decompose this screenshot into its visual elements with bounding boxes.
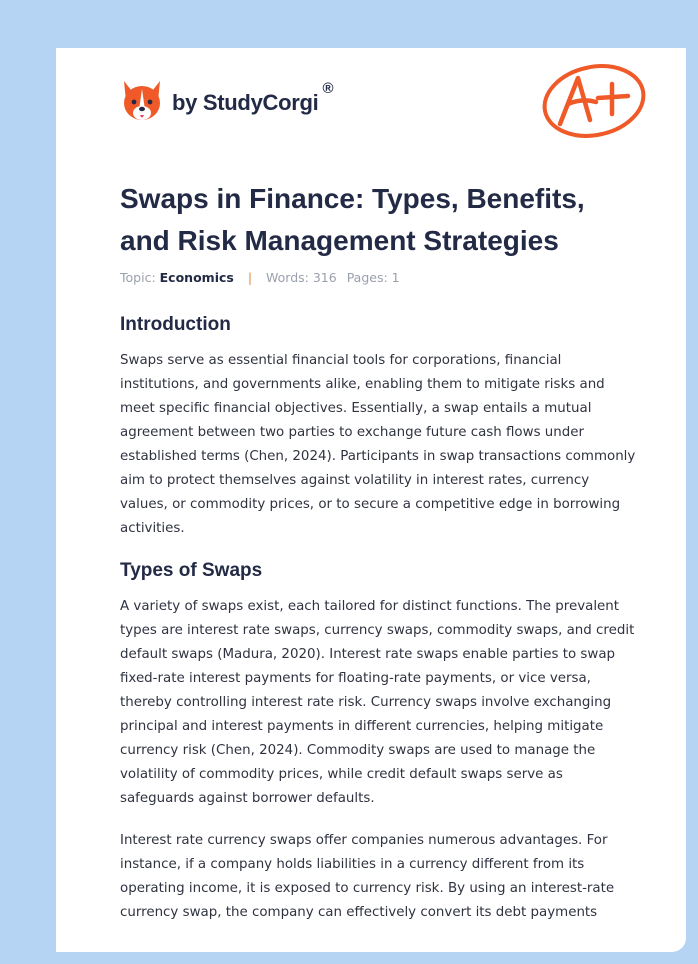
document-page bbox=[56, 48, 686, 952]
paragraph: Swaps serve as essential financial tools for corporations, financial institutions, and governments alike, enabling them to mitigate risks and meet specific financial objectives. Essentially, a swap entails a mutual agreement between two parties to exchange future cash flows under established terms (Chen, 2024). Participants in swap transactions commonly aim to protect themselves against volatility in interest rates, currency values, or commodity prices, or to secure a competitive edge in borrowing activities. bbox=[120, 353, 636, 536]
document-meta bbox=[120, 270, 400, 285]
word-count: Words: 316 bbox=[266, 270, 337, 285]
topic-link[interactable]: Economics bbox=[159, 270, 234, 285]
corgi-logo-icon bbox=[122, 77, 162, 123]
page-count: Pages: 1 bbox=[346, 270, 400, 285]
topic-label: Topic: bbox=[120, 270, 156, 285]
section-heading-introduction: Introduction bbox=[120, 314, 231, 335]
brand-name: by StudyCorgi® bbox=[172, 80, 334, 115]
a-plus-grade-icon bbox=[538, 58, 650, 146]
studycorgi-logo[interactable] bbox=[122, 76, 333, 124]
paragraph: Interest rate currency swaps offer companies numerous advantages. For instance, if a company holds liabilities in a currency different from its operating income, it is exposed to currency risk. By using an interest-rate currency swap, the company can effectively convert its debt payments bbox=[120, 833, 615, 920]
paragraph: A variety of swaps exist, each tailored for distinct functions. The prevalent types are interest rate swaps, currency swaps, commodity swaps, and credit default swaps (Madura, 2020). Interest rate swaps enable parties to swap fixed-rate interest payments for floating-rate payments, or vice versa, thereby controlling interest rate risk. Currency swaps involve exchanging principal and interest payments in different currencies, helping mitigate currency risk (Chen, 2024). Commodity swaps are used to manage the volatility of commodity prices, while credit default swaps serve as safeguards against borrower defaults. bbox=[120, 599, 635, 806]
page-title: Swaps in Finance: Types, Benefits, and Risk Management Strategies bbox=[120, 183, 585, 256]
meta-separator: | bbox=[247, 270, 253, 285]
section-heading-types-of-swaps: Types of Swaps bbox=[120, 560, 263, 581]
